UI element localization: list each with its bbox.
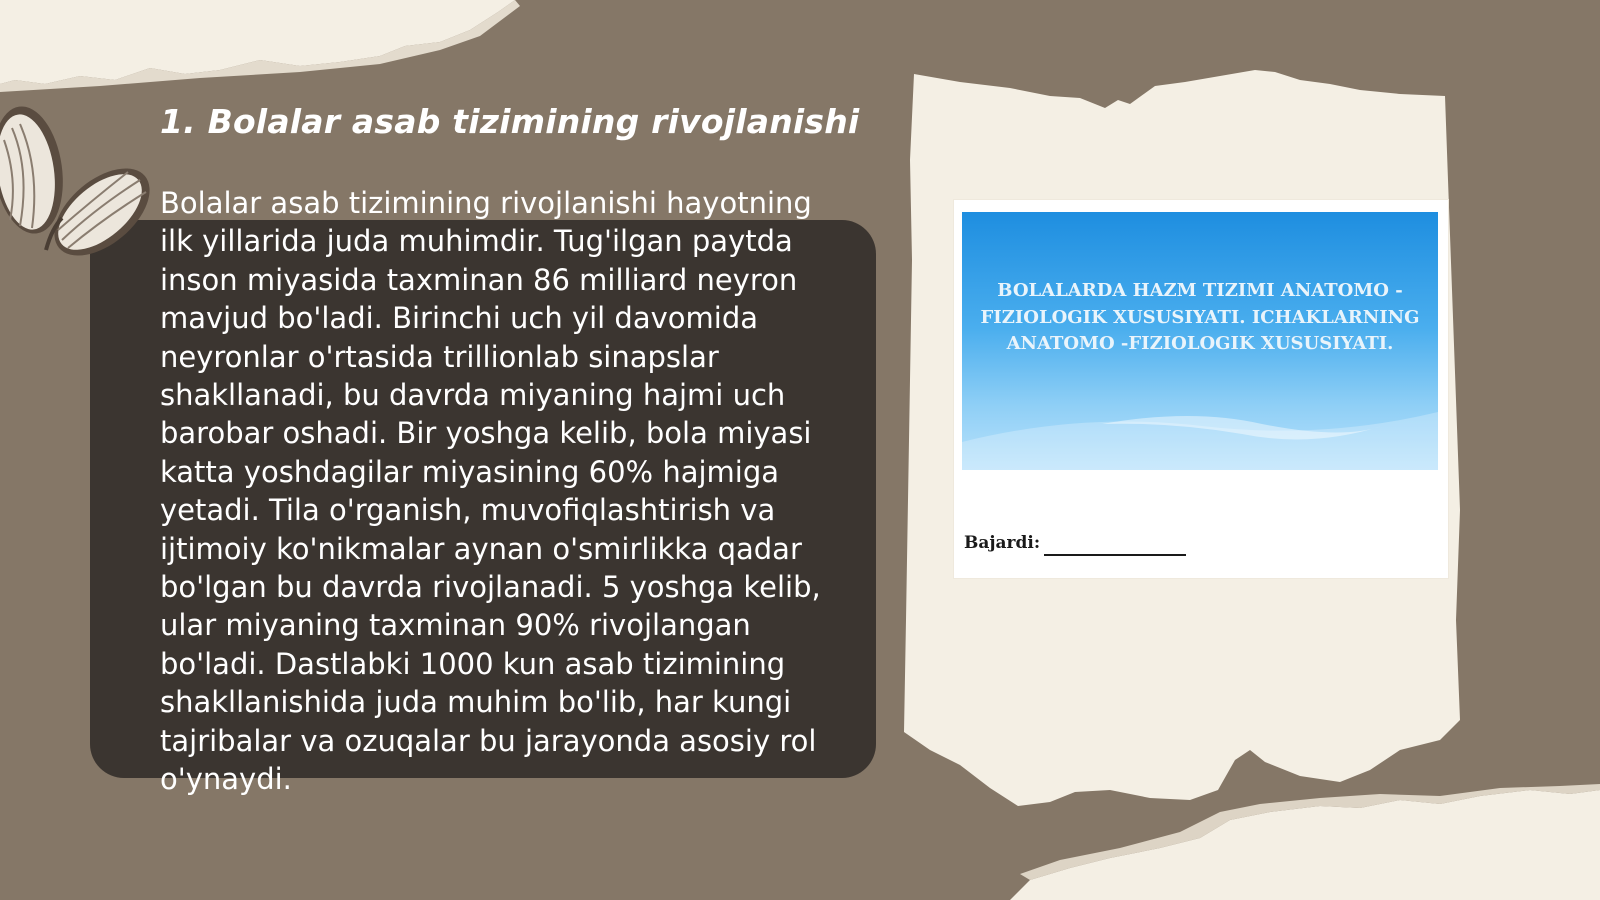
document-thumbnail: [954, 200, 1448, 578]
thumbnail-bajardi-label: Bajardi:: [964, 533, 1041, 553]
butterfly-icon: [0, 100, 160, 280]
slide-body-text: Bolalar asab tizimining rivojlanishi hayotning ilk yillarida juda muhimdir. Tug'ilgan paytda inson miyasida taxminan 86 milliard neyron mavjud bo'ladi. Birinchi uch yil davomida neyronlar o'rtasida trillionlab sinapslar shakllanadi, bu davrda miyaning hajmi uch barobar oshadi. Bir yoshga kelib, bola miyasi katta yoshdagilar miyasining 60% hajmiga yetadi. Tila o'rganish, muvofiqlashtirish va ijtimoiy ko'nikmalar aynan o'smirlikka qadar bo'lgan bu davrda rivojlanadi. 5 yoshga kelib, ular miyaning taxminan 90% rivojlangan bo'ladi. Dastlabki 1000 kun asab tizimining shakllanishida juda muhim bo'lib, har kungi tajribalar va ozuqalar bu jarayonda asosiy rol o'ynaydi.: [160, 186, 821, 797]
thumbnail-banner-title: BOLALARDA HAZM TIZIMI ANATOMO - FIZIOLOGIK XUSUSIYATI. ICHAKLARNING ANATOMO -FIZIOLOGIK XUSUSIYATI.: [980, 280, 1420, 354]
signature-line: [1044, 554, 1186, 556]
slide-title: 1. Bolalar asab tizimining rivojlanishi: [160, 102, 860, 141]
thumbnail-banner: [962, 212, 1438, 470]
